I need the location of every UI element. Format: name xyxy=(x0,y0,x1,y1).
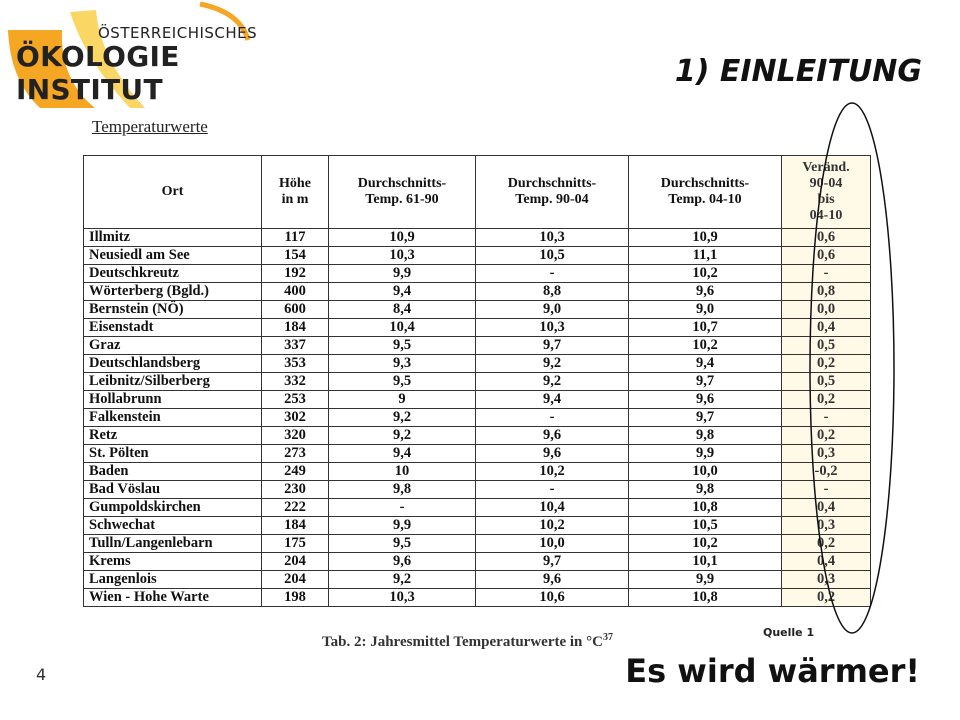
column-header xyxy=(329,156,476,229)
value-cell: 9,4 xyxy=(329,445,476,463)
value-cell: -0,2 xyxy=(782,463,871,481)
section-heading: Temperaturwerte xyxy=(92,117,208,136)
location-cell: Bernstein (NÖ) xyxy=(84,301,262,319)
value-cell: 10,5 xyxy=(476,247,629,265)
value-cell: 9,6 xyxy=(476,445,629,463)
value-cell: 0,3 xyxy=(782,571,871,589)
value-cell: 9,2 xyxy=(476,355,629,373)
value-cell: 9,7 xyxy=(476,553,629,571)
value-cell: 11,1 xyxy=(629,247,782,265)
value-cell: 9,0 xyxy=(629,301,782,319)
value-cell: 0,3 xyxy=(782,517,871,535)
value-cell: 10,2 xyxy=(629,337,782,355)
value-cell: 0,2 xyxy=(782,391,871,409)
table-row xyxy=(84,409,871,427)
value-cell: 10,3 xyxy=(476,319,629,337)
value-cell: 222 xyxy=(262,499,329,517)
value-cell: - xyxy=(782,265,871,283)
source-label: Quelle 1 xyxy=(763,626,815,639)
value-cell: 198 xyxy=(262,589,329,607)
table-row xyxy=(84,301,871,319)
value-cell: - xyxy=(476,265,629,283)
location-cell: St. Pölten xyxy=(84,445,262,463)
value-cell: 9,6 xyxy=(476,427,629,445)
value-cell: 10,3 xyxy=(476,229,629,247)
value-cell: 10,8 xyxy=(629,589,782,607)
column-header-line: Durchschnitts- xyxy=(507,176,597,191)
location-cell: Bad Vöslau xyxy=(84,481,262,499)
value-cell: 0,2 xyxy=(782,355,871,373)
value-cell: 9,2 xyxy=(329,409,476,427)
value-cell: 9,8 xyxy=(629,481,782,499)
location-cell: Wörterberg (Bgld.) xyxy=(84,283,262,301)
caption-text: Tab. 2: Jahresmittel Temperaturwerte in °C xyxy=(322,634,603,650)
value-cell: 0,5 xyxy=(782,337,871,355)
value-cell: 10,9 xyxy=(329,229,476,247)
value-cell: 10 xyxy=(329,463,476,481)
column-header xyxy=(782,156,871,229)
value-cell: 9,6 xyxy=(629,391,782,409)
table-row xyxy=(84,553,871,571)
value-cell: 9,2 xyxy=(329,427,476,445)
column-header-line: bis xyxy=(817,192,835,207)
table-row xyxy=(84,517,871,535)
value-cell: 9,7 xyxy=(476,337,629,355)
location-cell: Langenlois xyxy=(84,571,262,589)
value-cell: 0,4 xyxy=(782,499,871,517)
value-cell: 9,9 xyxy=(629,445,782,463)
value-cell: 10,0 xyxy=(629,463,782,481)
location-cell: Krems xyxy=(84,553,262,571)
value-cell: 9,4 xyxy=(329,283,476,301)
value-cell: 10,2 xyxy=(629,265,782,283)
value-cell: 9,9 xyxy=(329,265,476,283)
value-cell: - xyxy=(782,409,871,427)
location-cell: Wien - Hohe Warte xyxy=(84,589,262,607)
value-cell: 9,2 xyxy=(329,571,476,589)
location-cell: Retz xyxy=(84,427,262,445)
location-cell: Neusiedl am See xyxy=(84,247,262,265)
logo-line1: ÖSTERREICHISCHES xyxy=(98,24,258,42)
value-cell: 154 xyxy=(262,247,329,265)
value-cell: 10,8 xyxy=(629,499,782,517)
value-cell: 9 xyxy=(329,391,476,409)
table-row xyxy=(84,229,871,247)
table-row xyxy=(84,319,871,337)
value-cell: 600 xyxy=(262,301,329,319)
value-cell: 320 xyxy=(262,427,329,445)
column-header-line: Temp. 90-04 xyxy=(515,192,589,207)
location-cell: Deutschkreutz xyxy=(84,265,262,283)
table-row xyxy=(84,427,871,445)
value-cell: 10,3 xyxy=(329,247,476,265)
caption-footnote: 37 xyxy=(602,632,613,643)
table-row xyxy=(84,391,871,409)
location-cell: Illmitz xyxy=(84,229,262,247)
value-cell: 10,0 xyxy=(476,535,629,553)
column-header-line: Temp. 61-90 xyxy=(365,192,439,207)
table-header-row xyxy=(84,156,871,229)
value-cell: 204 xyxy=(262,553,329,571)
table-row xyxy=(84,283,871,301)
page-number: 4 xyxy=(36,665,47,684)
column-header xyxy=(629,156,782,229)
column-header xyxy=(262,156,329,229)
value-cell: 273 xyxy=(262,445,329,463)
value-cell: 9,4 xyxy=(476,391,629,409)
table-row xyxy=(84,535,871,553)
value-cell: 9,6 xyxy=(329,553,476,571)
value-cell: 8,4 xyxy=(329,301,476,319)
column-header-line: Ort xyxy=(161,184,184,199)
column-header xyxy=(84,156,262,229)
value-cell: 9,5 xyxy=(329,337,476,355)
column-header-line: 90-04 xyxy=(809,176,843,191)
location-cell: Schwechat xyxy=(84,517,262,535)
value-cell: 10,3 xyxy=(329,589,476,607)
value-cell: 0,0 xyxy=(782,301,871,319)
value-cell: 10,1 xyxy=(629,553,782,571)
value-cell: 204 xyxy=(262,571,329,589)
value-cell: 0,2 xyxy=(782,535,871,553)
value-cell: 332 xyxy=(262,373,329,391)
location-cell: Tulln/Langenlebarn xyxy=(84,535,262,553)
column-header-line: Temp. 04-10 xyxy=(668,192,742,207)
table-row xyxy=(84,355,871,373)
value-cell: 302 xyxy=(262,409,329,427)
value-cell: 9,2 xyxy=(476,373,629,391)
location-cell: Hollabrunn xyxy=(84,391,262,409)
value-cell: 0,6 xyxy=(782,247,871,265)
value-cell: 0,4 xyxy=(782,319,871,337)
value-cell: 0,3 xyxy=(782,445,871,463)
table-caption xyxy=(322,632,613,651)
table-row xyxy=(84,247,871,265)
slide-title: 1) EINLEITUNG xyxy=(674,54,922,89)
table-row xyxy=(84,589,871,607)
value-cell: 10,2 xyxy=(476,517,629,535)
value-cell: 10,2 xyxy=(476,463,629,481)
value-cell: 9,3 xyxy=(329,355,476,373)
value-cell: 0,2 xyxy=(782,589,871,607)
column-header-line: Durchschnitts- xyxy=(660,176,750,191)
value-cell: 175 xyxy=(262,535,329,553)
value-cell: 184 xyxy=(262,517,329,535)
value-cell: 249 xyxy=(262,463,329,481)
value-cell: 9,7 xyxy=(629,409,782,427)
value-cell: 9,4 xyxy=(629,355,782,373)
temperature-table xyxy=(83,155,871,607)
column-header-line: Durchschnitts- xyxy=(357,176,447,191)
value-cell: - xyxy=(329,499,476,517)
value-cell: 10,5 xyxy=(629,517,782,535)
value-cell: 10,6 xyxy=(476,589,629,607)
value-cell: 253 xyxy=(262,391,329,409)
value-cell: 184 xyxy=(262,319,329,337)
column-header-line: in m xyxy=(281,192,309,207)
value-cell: 10,2 xyxy=(629,535,782,553)
value-cell: - xyxy=(476,409,629,427)
table-row xyxy=(84,265,871,283)
location-cell: Baden xyxy=(84,463,262,481)
value-cell: - xyxy=(782,481,871,499)
value-cell: 9,9 xyxy=(629,571,782,589)
value-cell: 10,7 xyxy=(629,319,782,337)
value-cell: 400 xyxy=(262,283,329,301)
value-cell: 9,8 xyxy=(329,481,476,499)
value-cell: 0,5 xyxy=(782,373,871,391)
value-cell: 9,6 xyxy=(476,571,629,589)
value-cell: 9,7 xyxy=(629,373,782,391)
value-cell: 230 xyxy=(262,481,329,499)
table-row xyxy=(84,373,871,391)
location-cell: Falkenstein xyxy=(84,409,262,427)
table-row xyxy=(84,571,871,589)
table-row xyxy=(84,337,871,355)
value-cell: 9,0 xyxy=(476,301,629,319)
value-cell: 9,6 xyxy=(629,283,782,301)
location-cell: Deutschlandsberg xyxy=(84,355,262,373)
value-cell: 9,5 xyxy=(329,373,476,391)
location-cell: Leibnitz/Silberberg xyxy=(84,373,262,391)
value-cell: 8,8 xyxy=(476,283,629,301)
location-cell: Graz xyxy=(84,337,262,355)
tagline: Es wird wärmer! xyxy=(625,652,920,690)
value-cell: 0,2 xyxy=(782,427,871,445)
table-row xyxy=(84,499,871,517)
value-cell: 0,4 xyxy=(782,553,871,571)
column-header-line: 04-10 xyxy=(809,208,843,223)
value-cell: 0,6 xyxy=(782,229,871,247)
value-cell: 9,8 xyxy=(629,427,782,445)
value-cell: 10,4 xyxy=(329,319,476,337)
value-cell: 9,5 xyxy=(329,535,476,553)
value-cell: 10,9 xyxy=(629,229,782,247)
table-row xyxy=(84,445,871,463)
location-cell: Gumpoldskirchen xyxy=(84,499,262,517)
value-cell: 0,8 xyxy=(782,283,871,301)
column-header-line: Veränd. xyxy=(802,160,850,175)
column-header-line: Höhe xyxy=(279,176,311,191)
value-cell: - xyxy=(476,481,629,499)
value-cell: 9,9 xyxy=(329,517,476,535)
value-cell: 192 xyxy=(262,265,329,283)
value-cell: 337 xyxy=(262,337,329,355)
logo-line2: ÖKOLOGIE INSTITUT xyxy=(16,40,180,106)
logo xyxy=(0,0,300,110)
location-cell: Eisenstadt xyxy=(84,319,262,337)
value-cell: 117 xyxy=(262,229,329,247)
value-cell: 353 xyxy=(262,355,329,373)
value-cell: 10,4 xyxy=(476,499,629,517)
table-row xyxy=(84,481,871,499)
column-header xyxy=(476,156,629,229)
table-body xyxy=(84,229,871,607)
table-row xyxy=(84,463,871,481)
